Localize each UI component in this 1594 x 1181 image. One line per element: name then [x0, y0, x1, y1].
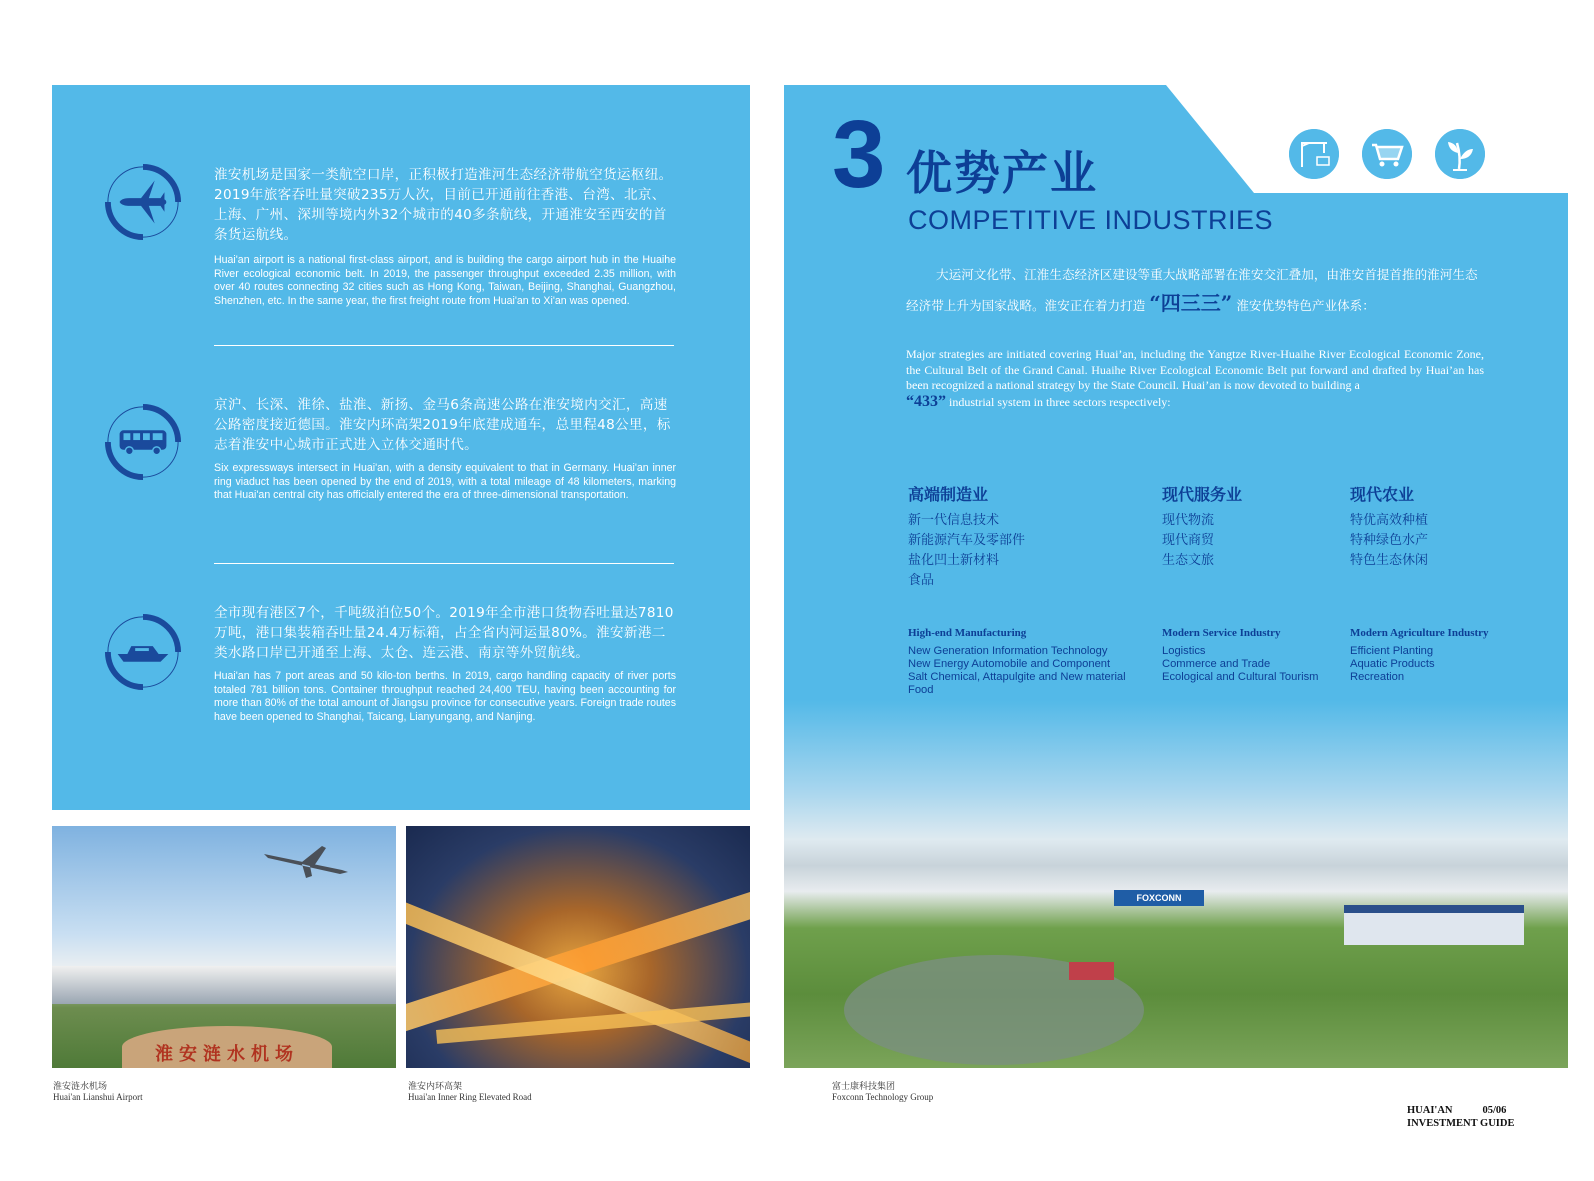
intro-zh-part2: 淮安优势特色产业体系：: [1236, 298, 1375, 313]
road-caption: [408, 1081, 532, 1103]
sector-heading: 现代农业: [1350, 485, 1415, 504]
shopping-cart-icon: [1362, 129, 1412, 179]
bus-icon: [104, 403, 182, 481]
sector-item: 现代商贸: [1162, 533, 1215, 548]
sector-heading: 高端制造业: [908, 485, 989, 504]
foxconn-photo: [784, 700, 1568, 1068]
divider: [214, 345, 674, 346]
sector-item: New Energy Automobile and Component: [908, 658, 1111, 670]
caption-en: Foxconn Technology Group: [832, 1092, 934, 1102]
airport-text-en: Huai'an airport is a national first-class airport, and is building the cargo airport hub in the Huaihe River ecological economic belt. In 2019, the passenger throughput exceeded 2.35 million, with over 40 routes connecting 32 cities such as Hong Kong, Taiwan, Beijing, Shanghai, Guangzhou, Shenzhen, etc. In the same year, the first freight route from Huai'an to Xi'an was opened.: [214, 254, 676, 307]
divider: [214, 563, 674, 564]
intro-en-part2: industrial system in three sectors respectively:: [949, 394, 1171, 409]
sector-item: 新能源汽车及零部件: [908, 533, 1026, 548]
sector-heading: High-end Manufacturing: [908, 627, 1027, 639]
sector-item: 生态文旅: [1162, 553, 1215, 568]
airport-text-zh: 淮安机场是国家一类航空口岸，正积极打造淮河生态经济带航空货运枢纽。2019年旅客吞吐量突破235万人次，目前已开通前往香港、台湾、北京、上海、广州、深圳等境内外32个城市的40多条航线，开通淮安至西安的首条货运航线。: [214, 167, 673, 243]
page-footer: [1407, 1104, 1514, 1130]
ship-icon: [104, 613, 182, 691]
sector-service-zh: [1162, 482, 1242, 571]
section-title-zh: 优势产业: [906, 146, 1098, 200]
sector-item: Logistics: [1162, 645, 1206, 657]
highway-text-zh: 京沪、长深、淮徐、盐淮、新扬、金马6条高速公路在淮安境内交汇，高速公路密度接近德国。淮安内环高架2019年底建成通车，总里程48公里，标志着淮安中心城市正式进入立体交通时代。: [214, 397, 671, 453]
sector-item: Salt Chemical, Attapulgite and New material: [908, 671, 1126, 683]
sector-item: Efficient Planting: [1350, 645, 1434, 657]
airplane-photo-mark: [262, 840, 352, 880]
section-number: 3: [832, 101, 886, 208]
sector-item: 食品: [908, 573, 935, 588]
caption-en: Huai'an Lianshui Airport: [53, 1092, 143, 1102]
sector-heading: 现代服务业: [1162, 485, 1243, 504]
sector-item: Food: [908, 684, 934, 696]
sector-item: Recreation: [1350, 671, 1405, 683]
intro-en-quote: “433”: [906, 392, 946, 410]
caption-zh: 淮安内环高架: [408, 1081, 463, 1091]
footer-city: HUAI'AN: [1407, 1105, 1453, 1116]
intro-zh-part1: 大运河文化带、江淮生态经济区建设等重大战略部署在淮安交汇叠加，由淮安首提首推的淮河生态经济带上升为国家战略。淮安正在着力打造: [906, 267, 1478, 313]
page-number: 05/06: [1482, 1105, 1507, 1116]
foxconn-caption: [832, 1081, 933, 1103]
sector-item: 特色生态休闲: [1350, 553, 1429, 568]
elevated-road-photo: [406, 826, 750, 1068]
foxconn-sign: FOXCONN: [1114, 890, 1204, 906]
industries-panel: [784, 85, 1568, 1068]
airport-photo: [52, 826, 396, 1068]
airport-caption: [53, 1081, 143, 1103]
sector-heading: Modern Agriculture Industry: [1350, 627, 1489, 639]
intro-en: [906, 347, 1484, 410]
sector-service-en: [1162, 627, 1319, 684]
sector-item: Commerce and Trade: [1162, 658, 1271, 670]
crane-icon: [1289, 129, 1339, 179]
sector-item: New Generation Information Technology: [908, 645, 1108, 657]
intro-zh-quote: “四三三”: [1149, 291, 1233, 315]
sector-heading: Modern Service Industry: [1162, 627, 1281, 639]
airplane-icon: [104, 163, 182, 241]
sector-item: Aquatic Products: [1350, 658, 1435, 670]
intro-zh: [906, 260, 1484, 320]
sector-item: Ecological and Cultural Tourism: [1162, 671, 1319, 683]
sector-item: 特种绿色水产: [1350, 533, 1429, 548]
sector-item: 盐化凹土新材料: [908, 553, 1000, 568]
port-text-en: Huai'an has 7 port areas and 50 kilo-ton berths. In 2019, cargo handling capacity of river ports totaled 781 billion tons. Container throughput reached 24,400 TEU, having been accounting for more than 80% of the total amount of Jiangsu province for consecutive years. Foreign trade routes have been opened to Shanghai, Taicang, Lianyungang, and Nanjing.: [214, 670, 676, 723]
sector-manufacturing-zh: [908, 482, 1025, 591]
sector-item: 特优高效种植: [1350, 513, 1429, 528]
sector-item: 新一代信息技术: [908, 513, 1000, 528]
sector-manufacturing-en: [908, 627, 1126, 697]
sector-item: 现代物流: [1162, 513, 1215, 528]
sprout-icon: [1435, 129, 1485, 179]
port-text-zh: 全市现有港区7个，千吨级泊位50个。2019年全市港口货物吞吐量达7810万吨，港口集装箱吞吐量24.4万标箱，占全省内河运量80%。淮安新港二类水路口岸已开通至上海、太仓、连云港、南京等外贸航线。: [214, 605, 674, 661]
section-title-en: COMPETITIVE INDUSTRIES: [908, 205, 1274, 235]
intro-en-part1: Major strategies are initiated covering Huai’an, including the Yangtze River-Huaihe River Ecological Economic Zone, the Cultural Belt of the Grand Canal. Huaihe River Ecological Economic Belt put forward and drafted by Huai’an has been recognized a national strategy by the State Council. Huai’an is now devoted to building a: [906, 347, 1484, 392]
sector-agriculture-zh: [1350, 482, 1428, 571]
footer-guide: INVESTMENT GUIDE: [1407, 1118, 1515, 1129]
transport-panel: [52, 85, 750, 810]
highway-text-en: Six expressways intersect in Huai'an, with a density equivalent to that in Germany. Huai'an inner ring viaduct has been opened by the end of 2019, with a total mileage of 48 kilometers, marking that Huai'an central city has officially entered the era of three-dimensional transportation.: [214, 462, 676, 501]
caption-en: Huai'an Inner Ring Elevated Road: [408, 1092, 532, 1102]
sector-agriculture-en: [1350, 627, 1489, 684]
caption-zh: 淮安涟水机场: [53, 1081, 108, 1091]
caption-zh: 富士康科技集团: [832, 1081, 896, 1091]
airport-sign: 淮安涟水机场: [122, 1026, 332, 1068]
